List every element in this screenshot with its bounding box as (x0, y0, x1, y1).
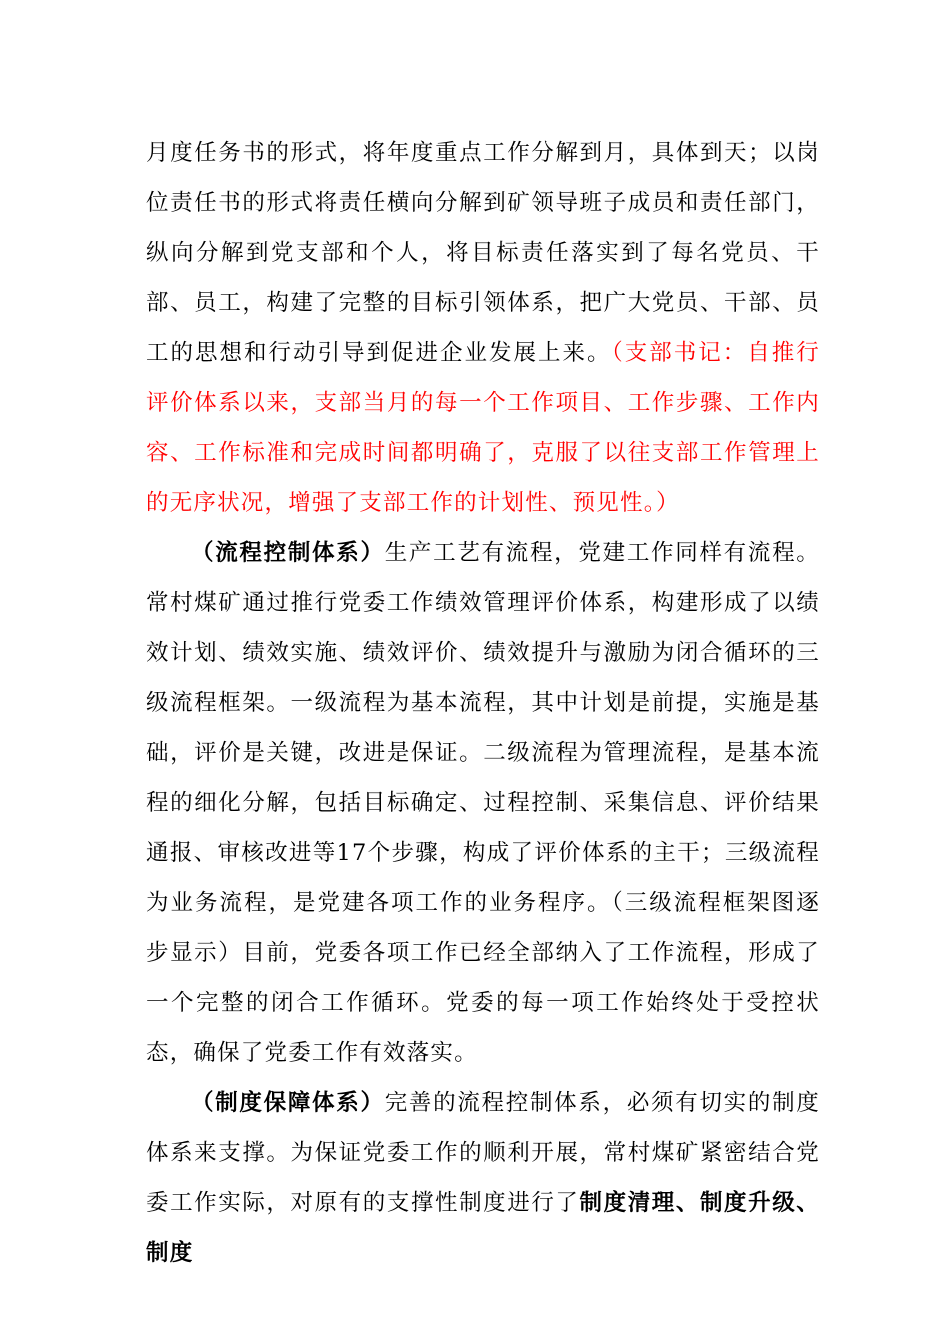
secretary-quote-note: （支部书记：自推行评价体系以来，支部当月的每一个工作项目、工作步骤、工作内容、工作标准和完成时间都明确了，克服了以往支部工作管理上的无序状况，增强了支部工作的计划性、预见性。） (146, 340, 820, 516)
paragraph-process-control (146, 528, 820, 1078)
paragraph-text: 完善的流程控制体系，必须有切实的制度体系来支撑。为保证党委工作的顺利开展，常村煤矿紧密结合党委工作实际，对原有的支撑性制度进行了 (146, 1090, 820, 1216)
paragraph-system-guarantee (146, 1078, 820, 1278)
paragraph-text: 生产工艺有流程，党建工作同样有流程。常村煤矿通过推行党委工作绩效管理评价体系，构建形成了以绩效计划、绩效实施、绩效评价、绩效提升与激励为闭合循环的三级流程框架。一级流程为基本流程，其中计划是前提，实施是基础，评价是关键，改进是保证。二级流程为管理流程，是基本流程的细化分解，包括目标确定、过程控制、采集信息、评价结果通报、审核改进等17个步骤，构成了评价体系的主干；三级流程为业务流程，是党建各项工作的业务程序。（三级流程框架图逐步显示）目前，党委各项工作已经全部纳入了工作流程，形成了一个完整的闭合工作循环。党委的每一项工作始终处于受控状态，确保了党委工作有效落实。 (146, 540, 820, 1066)
paragraph-target-system (146, 128, 820, 528)
section-heading-process-control: （流程控制体系） (191, 540, 385, 566)
bold-emphasis-text: 制度清理、制度升级、制度 (146, 1190, 820, 1266)
paragraph-text: 月度任务书的形式，将年度重点工作分解到月，具体到天；以岗位责任书的形式将责任横向分解到矿领导班子成员和责任部门，纵向分解到党支部和个人，将目标责任落实到了每名党员、干部、员工，构建了完整的目标引领体系，把广大党员、干部、员工的思想和行动引导到促进企业发展上来。 (146, 140, 820, 366)
document-body (146, 128, 820, 1278)
section-heading-system-guarantee: （制度保障体系） (191, 1090, 385, 1116)
